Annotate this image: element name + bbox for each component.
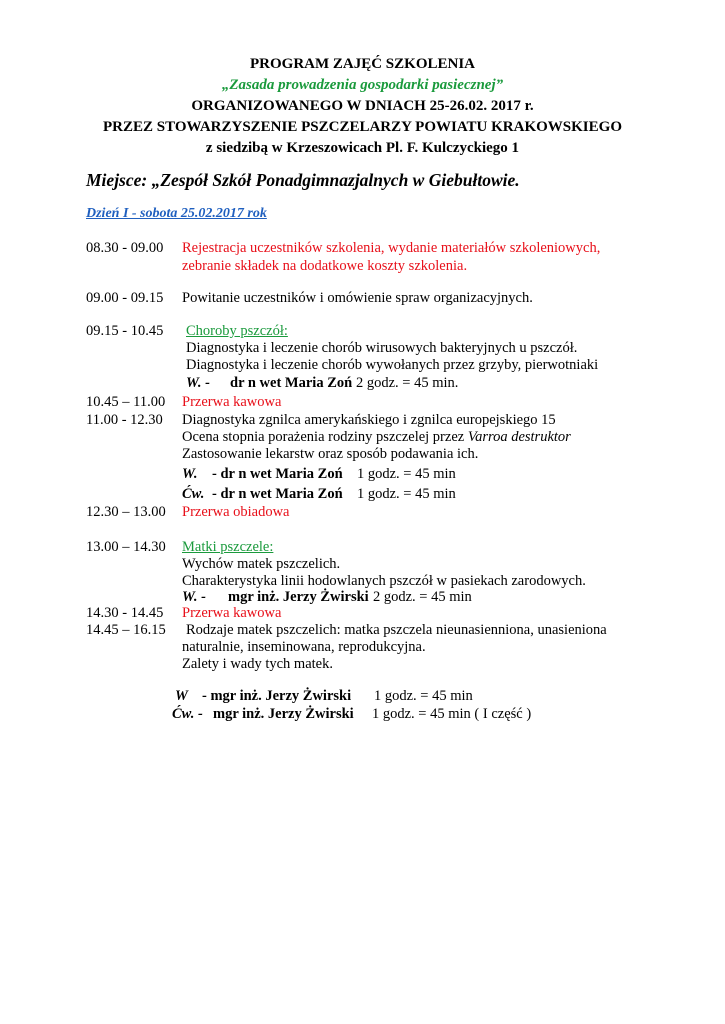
lecturer-name: - mgr inż. Jerzy Żwirski [202, 688, 352, 704]
break-text: Przerwa obiadowa [182, 504, 290, 520]
schedule-text: Diagnostyka i leczenie chorób wywołanych przez grzyby, pierwotniaki [186, 357, 599, 373]
schedule-time: 11.00 - 12.30 [86, 412, 163, 428]
lecturer-name: mgr inż. Jerzy Żwirski [228, 589, 369, 605]
schedule-text: Diagnostyka i leczenie chorób wirusowych bakteryjnych u pszczół. [186, 340, 578, 356]
lecturer-name: - dr n wet Maria Zoń [212, 486, 343, 502]
duration: 1 godz. = 45 min [357, 486, 456, 502]
schedule-time: 14.30 - 14.45 [86, 605, 164, 621]
section-heading: Matki pszczele: [182, 539, 274, 555]
schedule-text: Zastosowanie lekarstw oraz sposób podawania ich. [182, 446, 479, 462]
duration: 1 godz. = 45 min [374, 688, 473, 704]
duration: 2 godz. = 45 min [373, 589, 472, 605]
organizer-seat: z siedzibą w Krzeszowicach Pl. F. Kulczyckiego 1 [205, 140, 520, 156]
schedule-time: 14.45 – 16.15 [86, 622, 166, 638]
schedule-text: zebranie składek na dodatkowe koszty szkolenia. [182, 258, 468, 274]
lecturer-name: dr n wet Maria Zoń [230, 375, 353, 391]
schedule-time: 10.45 – 11.00 [86, 394, 166, 410]
break-text: Przerwa kawowa [182, 605, 282, 621]
lecturer-name: mgr inż. Jerzy Żwirski [213, 706, 354, 722]
duration: 2 godz. = 45 min. [356, 375, 459, 391]
schedule-text: Powitanie uczestników i omówienie spraw organizacyjnych. [182, 290, 533, 306]
duration: 1 godz. = 45 min [357, 466, 456, 482]
lecturer-name: - dr n wet Maria Zoń [212, 466, 343, 482]
break-text: Przerwa kawowa [182, 394, 282, 410]
venue: Miejsce: „Zespół Szkół Ponadgimnazjalnych w Giebułtowie. [86, 170, 520, 190]
schedule-text: Rejestracja uczestników szkolenia, wydanie materiałów szkoleniowych, [182, 240, 601, 256]
schedule-time: 12.30 – 13.00 [86, 504, 166, 520]
schedule-text [182, 429, 571, 446]
exercise-label: Ćw. [182, 486, 205, 502]
lecture-label: W. - [182, 589, 206, 605]
text-segment: Ocena stopnia porażenia rodziny pszczelej przez [182, 429, 468, 445]
exercise-label: Ćw. - [172, 706, 203, 722]
schedule-time: 13.00 – 14.30 [86, 539, 166, 555]
day-heading: Dzień I - sobota 25.02.2017 rok [86, 206, 267, 221]
species-name: Varroa destruktor [467, 429, 571, 445]
lecture-label: W. - [186, 375, 210, 391]
training-dates: ORGANIZOWANEGO W DNIACH 25-26.02. 2017 r. [191, 98, 534, 114]
lecture-label: W. [182, 466, 198, 482]
lecture-label: W [175, 688, 188, 704]
schedule-text: Zalety i wady tych matek. [182, 656, 333, 672]
schedule-time: 09.15 - 10.45 [86, 323, 164, 339]
schedule-text: Diagnostyka zgnilca amerykańskiego i zgnilca europejskiego 15 [182, 412, 556, 428]
schedule-time: 08.30 - 09.00 [86, 240, 164, 256]
schedule-text: Rodzaje matek pszczelich: matka pszczela nieunasienniona, unasieniona [186, 622, 607, 638]
schedule-text: naturalnie, inseminowana, reprodukcyjna. [182, 639, 426, 655]
training-topic: „Zasada prowadzenia gospodarki pasiecznej” [221, 77, 504, 93]
schedule-time: 09.00 - 09.15 [86, 290, 164, 306]
schedule-text: Charakterystyka linii hodowlanych pszczół w pasiekach zarodowych. [182, 573, 586, 589]
organizer: PRZEZ STOWARZYSZENIE PSZCZELARZY POWIATU KRAKOWSKIEGO [102, 119, 622, 135]
section-heading: Choroby pszczół: [186, 323, 288, 339]
duration: 1 godz. = 45 min ( I część ) [372, 706, 532, 722]
document-title: PROGRAM ZAJĘĆ SZKOLENIA [249, 56, 476, 72]
schedule-text: Wychów matek pszczelich. [182, 556, 341, 572]
